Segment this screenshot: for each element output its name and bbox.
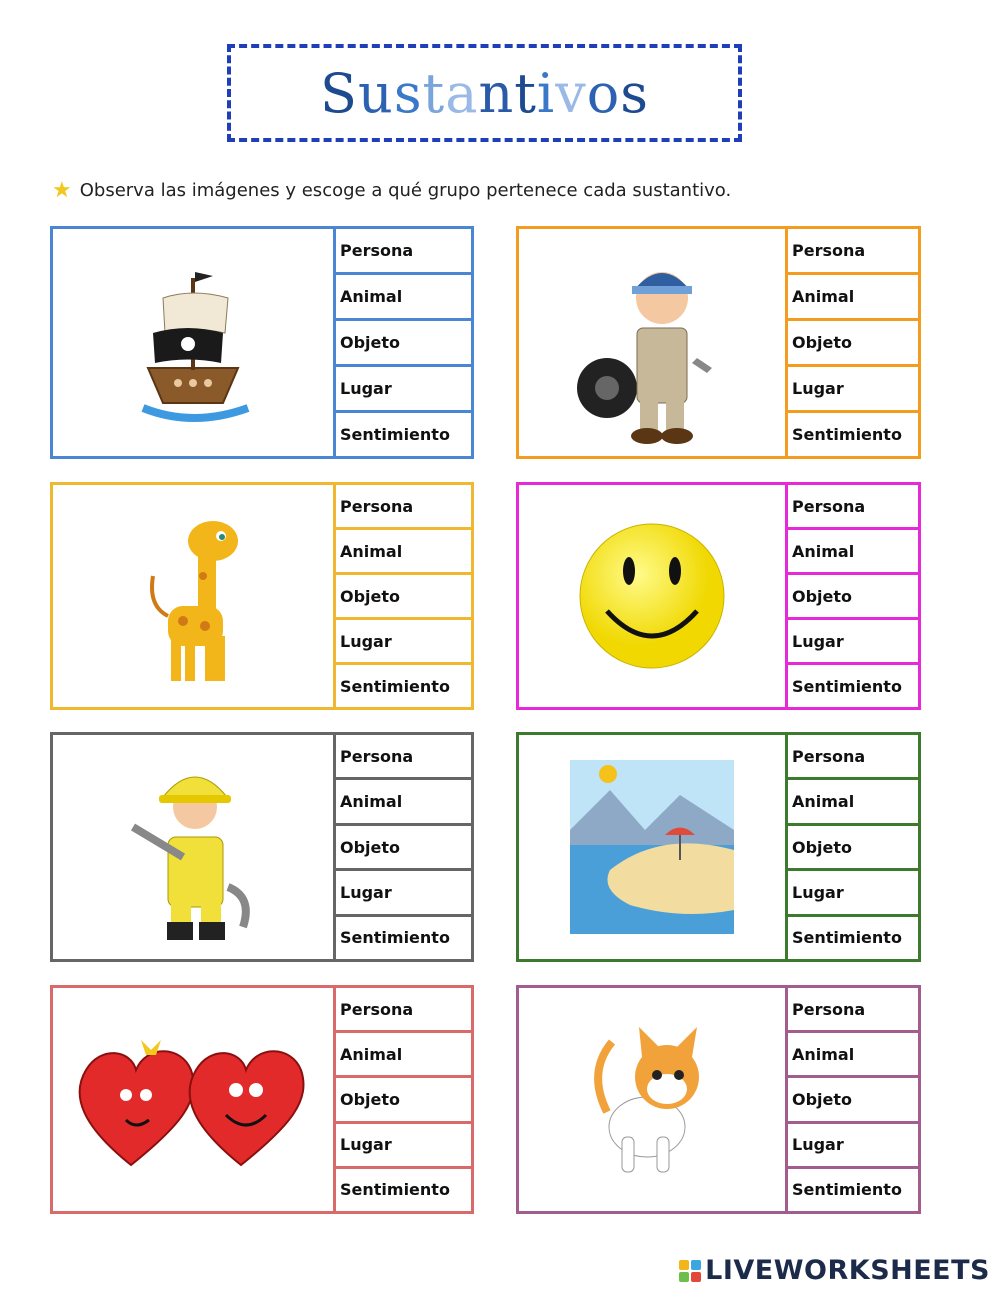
card-7 — [50, 985, 474, 1214]
option-list — [333, 988, 471, 1211]
card-8 — [516, 985, 921, 1214]
card-2 — [516, 226, 921, 459]
brand-name: LIVEWORKSHEETS — [705, 1255, 990, 1286]
option-animal[interactable]: Animal — [333, 275, 471, 321]
option-objeto[interactable]: Objeto — [333, 575, 471, 620]
option-lugar[interactable]: Lugar — [333, 620, 471, 665]
option-list — [785, 485, 918, 707]
option-sentimiento[interactable]: Sentimiento — [792, 928, 902, 948]
page-title: Sustantivos — [320, 61, 649, 125]
option-sentimiento[interactable]: Sentimiento — [792, 676, 902, 696]
star-icon: ★ — [52, 178, 72, 203]
card-1 — [50, 226, 474, 459]
option-persona[interactable]: Persona — [785, 988, 918, 1033]
option-persona[interactable]: Persona — [333, 735, 471, 780]
option-objeto[interactable]: Objeto — [785, 321, 918, 367]
card-4 — [516, 482, 921, 710]
beach-icon — [519, 735, 788, 959]
option-lugar[interactable]: Lugar — [333, 367, 471, 413]
option-list — [333, 485, 471, 707]
option-sentimiento[interactable]: Sentimiento — [792, 425, 902, 444]
option-objeto[interactable]: Objeto — [333, 826, 471, 871]
option-sentimiento[interactable]: Sentimiento — [792, 1180, 902, 1200]
title-box — [227, 44, 742, 142]
option-lugar[interactable]: Lugar — [333, 871, 471, 916]
option-objeto[interactable]: Objeto — [333, 1078, 471, 1123]
kitten-icon — [519, 988, 788, 1211]
option-lugar[interactable]: Lugar — [785, 871, 918, 916]
option-animal[interactable]: Animal — [333, 1033, 471, 1078]
option-persona[interactable]: Persona — [333, 485, 471, 530]
pirate-ship-icon — [53, 229, 336, 456]
option-sentimiento[interactable]: Sentimiento — [340, 676, 450, 696]
option-list — [333, 735, 471, 959]
option-persona[interactable]: Persona — [333, 988, 471, 1033]
liveworksheets-logo — [679, 1255, 990, 1286]
option-lugar[interactable]: Lugar — [785, 367, 918, 413]
option-lugar[interactable]: Lugar — [785, 620, 918, 665]
hearts-icon — [53, 988, 336, 1211]
option-sentimiento[interactable]: Sentimiento — [340, 928, 450, 948]
brand-logo-icon — [679, 1260, 701, 1282]
option-sentimiento[interactable]: Sentimiento — [340, 425, 450, 444]
instruction — [52, 178, 731, 203]
option-animal[interactable]: Animal — [785, 1033, 918, 1078]
option-list — [785, 988, 918, 1211]
card-6 — [516, 732, 921, 962]
option-list — [333, 229, 471, 456]
mechanic-icon — [519, 229, 788, 456]
option-lugar[interactable]: Lugar — [785, 1124, 918, 1169]
option-animal[interactable]: Animal — [785, 275, 918, 321]
option-objeto[interactable]: Objeto — [785, 575, 918, 620]
option-animal[interactable]: Animal — [333, 530, 471, 575]
option-list — [785, 735, 918, 959]
option-objeto[interactable]: Objeto — [785, 1078, 918, 1123]
instruction-text: Observa las imágenes y escoge a qué grupo pertenece cada sustantivo. — [79, 180, 732, 201]
option-animal[interactable]: Animal — [785, 530, 918, 575]
option-animal[interactable]: Animal — [333, 780, 471, 825]
card-3 — [50, 482, 474, 710]
giraffe-icon — [53, 485, 336, 707]
option-lugar[interactable]: Lugar — [333, 1124, 471, 1169]
smiley-face-icon — [519, 485, 788, 707]
option-objeto[interactable]: Objeto — [333, 321, 471, 367]
option-objeto[interactable]: Objeto — [785, 826, 918, 871]
option-list — [785, 229, 918, 456]
card-5 — [50, 732, 474, 962]
option-persona[interactable]: Persona — [785, 485, 918, 530]
option-persona[interactable]: Persona — [785, 735, 918, 780]
option-persona[interactable]: Persona — [333, 229, 471, 275]
option-sentimiento[interactable]: Sentimiento — [340, 1180, 450, 1200]
firefighter-icon — [53, 735, 336, 959]
option-animal[interactable]: Animal — [785, 780, 918, 825]
option-persona[interactable]: Persona — [785, 229, 918, 275]
